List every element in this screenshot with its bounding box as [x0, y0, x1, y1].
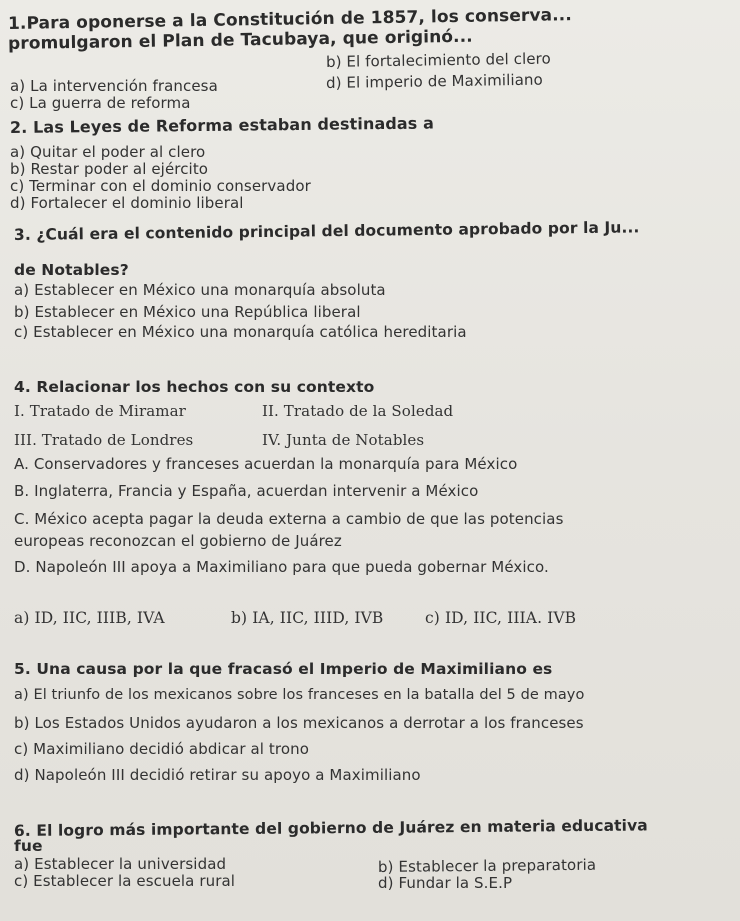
q6-option-d[interactable]: d) Fundar la S.E.P	[378, 874, 513, 892]
q2-option-b[interactable]: b) Restar poder al ejército	[10, 160, 209, 178]
q6-option-c[interactable]: c) Establecer la escuela rural	[14, 872, 236, 890]
q4-title: 4. Relacionar los hechos con su contexto	[14, 378, 375, 396]
q4-context-d: D. Napoleón III apoya a Maximiliano para que pueda gobernar México.	[14, 558, 549, 576]
q4-context-b: B. Inglaterra, Francia y España, acuerdan intervenir a México	[14, 482, 479, 500]
q1-option-d[interactable]: d) El imperio de Maximiliano	[325, 70, 543, 92]
q4-item-iv: IV. Junta de Notables	[262, 431, 425, 449]
q3-option-c[interactable]: c) Establecer en México una monarquía católica hereditaria	[14, 323, 467, 341]
q4-item-i: I. Tratado de Miramar	[14, 402, 186, 420]
q4-context-a: A. Conservadores y franceses acuerdan la monarquía para México	[14, 455, 518, 473]
q4-context-c-line2: europeas reconozcan el gobierno de Juárez	[14, 532, 342, 550]
q4-option-b[interactable]: b) IA, IIC, IIID, IVB	[231, 609, 384, 627]
q5-option-c[interactable]: c) Maximiliano decidió abdicar al trono	[14, 740, 309, 758]
q4-option-c[interactable]: c) ID, IIC, IIIA. IVB	[425, 609, 577, 627]
q6-option-b[interactable]: b) Establecer la preparatoria	[377, 855, 597, 876]
q6-line2: fue	[14, 837, 43, 855]
q3-line2: de Notables?	[14, 261, 129, 279]
q5-title: 5. Una causa por la que fracasó el Imperio de Maximiliano es	[14, 660, 553, 678]
q3-option-a[interactable]: a) Establecer en México una monarquía absoluta	[14, 281, 386, 299]
q2-option-d[interactable]: d) Fortalecer el dominio liberal	[10, 194, 244, 212]
q3-option-b[interactable]: b) Establecer en México una República liberal	[14, 303, 361, 321]
q1-option-c[interactable]: c) La guerra de reforma	[10, 94, 191, 112]
q1-option-b[interactable]: b) El fortalecimiento del clero	[325, 49, 551, 71]
q2-title: 2. Las Leyes de Reforma estaban destinadas a	[9, 113, 435, 137]
q4-context-c-line1: C. México acepta pagar la deuda externa a cambio de que las potencias	[14, 510, 564, 528]
q6-line1: 6. El logro más importante del gobierno de Juárez en materia educativa	[13, 816, 648, 840]
q2-option-c[interactable]: c) Terminar con el dominio conservador	[10, 177, 311, 195]
q5-option-d[interactable]: d) Napoleón III decidió retirar su apoyo a Maximiliano	[14, 766, 421, 784]
q1-line2: promulgaron el Plan de Tacubaya, que originó...	[7, 26, 473, 54]
q2-option-a[interactable]: a) Quitar el poder al clero	[10, 143, 206, 161]
q6-option-a[interactable]: a) Establecer la universidad	[14, 855, 227, 873]
q1-option-a[interactable]: a) La intervención francesa	[10, 77, 218, 95]
q5-option-b[interactable]: b) Los Estados Unidos ayudaron a los mexicanos a derrotar a los franceses	[14, 714, 584, 732]
q4-option-a[interactable]: a) ID, IIC, IIIB, IVA	[14, 609, 165, 627]
q4-item-ii: II. Tratado de la Soledad	[262, 402, 454, 420]
q4-item-iii: III. Tratado de Londres	[14, 431, 194, 449]
q1-line1: 1.Para oponerse a la Constitución de 1857, los conserva...	[7, 5, 572, 34]
q5-option-a[interactable]: a) El triunfo de los mexicanos sobre los franceses en la batalla del 5 de mayo	[14, 687, 585, 703]
q3-line1: 3. ¿Cuál era el contenido principal del documento aprobado por la Ju...	[13, 218, 640, 244]
